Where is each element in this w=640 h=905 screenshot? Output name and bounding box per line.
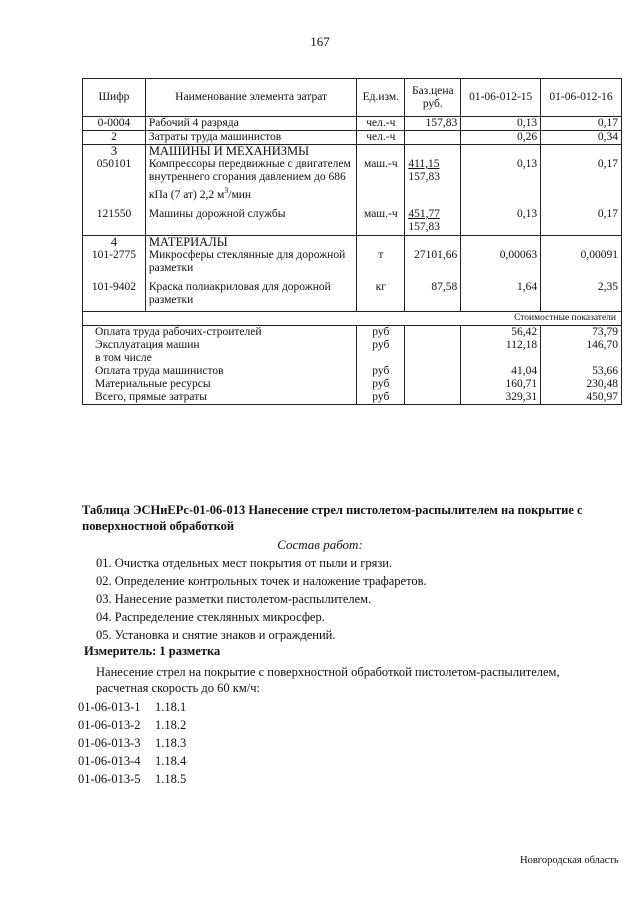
- header-code: Шифр: [83, 79, 146, 117]
- code-row: [78, 700, 187, 715]
- row-value-1: 0,13: [461, 158, 541, 202]
- summary-row: [83, 339, 622, 365]
- header-col2: 01-06-012-16: [541, 79, 622, 117]
- row-value-2: 0,17: [541, 117, 622, 131]
- row-name: Микросферы стеклянные для дорожной разметки: [145, 249, 356, 275]
- header-col1: 01-06-012-15: [461, 79, 541, 117]
- row-name: Рабочий 4 разряда: [145, 117, 356, 131]
- row-value-1: 0,26: [461, 131, 541, 145]
- summary-value-2: 146,70: [541, 339, 622, 365]
- header-unit: Ед.изм.: [357, 79, 405, 117]
- section-title: МАТЕРИАЛЫ: [145, 236, 356, 250]
- work-item: 05. Установка и снятие знаков и ограждений.: [96, 628, 336, 642]
- summary-row: [83, 325, 622, 339]
- summary-value-1: 41,04: [461, 365, 541, 378]
- summary-label: Оплата труда машинистов: [83, 365, 357, 378]
- code-value: 1.18.4: [155, 754, 187, 768]
- row-code: 0-0004: [83, 117, 146, 131]
- row-price: 451,77 157,83: [405, 202, 461, 236]
- table-row: [83, 249, 622, 275]
- region-footer: Новгородская область: [520, 855, 619, 866]
- row-price: 411,15 157,83: [405, 158, 461, 202]
- row-unit: чел.-ч: [357, 131, 405, 145]
- row-code: 2: [83, 131, 146, 145]
- summary-value-2: 230,48: [541, 378, 622, 391]
- code-value: 1.18.5: [155, 772, 187, 786]
- table-row: [83, 158, 622, 202]
- summary-unit: руб: [357, 325, 405, 339]
- row-price: 87,58: [405, 275, 461, 311]
- row-unit: т: [357, 249, 405, 275]
- code-row: [78, 772, 187, 787]
- summary-value-2: 450,97: [541, 391, 622, 405]
- summary-value-1: 112,18: [461, 339, 541, 365]
- code-value: 1.18.1: [155, 700, 187, 714]
- row-name: Краска полиакриловая для дорожной разметки: [145, 275, 356, 311]
- page-number: 167: [310, 34, 330, 49]
- table-row: [83, 202, 622, 236]
- section-title: Таблица ЭСНиЕРс-01-06-013 Нанесение стрел пистолетом-распылителем на покрытие с поверхностной обработкой: [82, 503, 583, 533]
- summary-value-2: 53,66: [541, 365, 622, 378]
- summary-label: Эксплуатация машин в том числе: [83, 339, 357, 365]
- work-heading: Состав работ:: [277, 537, 363, 552]
- summary-unit: руб: [357, 365, 405, 378]
- summary-value-1: 56,42: [461, 325, 541, 339]
- code: 01-06-013-5: [78, 772, 141, 786]
- row-name: Компрессоры передвижные с двигателем внутреннего сгорания давлением до 686 кПа (7 ат) 2,2 $м^3$/мин: [145, 158, 356, 202]
- section-row-materials: [83, 236, 622, 250]
- code-value: 1.18.2: [155, 718, 187, 732]
- section-row-machines: [83, 145, 622, 159]
- summary-label: Всего, прямые затраты: [83, 391, 357, 405]
- summary-unit: руб: [357, 339, 405, 365]
- row-value-1: 0,13: [461, 117, 541, 131]
- resource-table: [82, 78, 622, 405]
- header-name: Наименование элемента затрат: [145, 79, 356, 117]
- table-row: [83, 275, 622, 311]
- table-row: [83, 131, 622, 145]
- row-code: 050101: [83, 158, 146, 202]
- summary-unit: руб: [357, 378, 405, 391]
- row-price: [405, 131, 461, 145]
- table-header-row: [83, 79, 622, 117]
- row-value-1: 0,13: [461, 202, 541, 236]
- code: 01-06-013-4: [78, 754, 141, 768]
- row-value-2: 2,35: [541, 275, 622, 311]
- row-price: 157,83: [405, 117, 461, 131]
- code: 01-06-013-2: [78, 718, 141, 732]
- row-unit: маш.-ч: [357, 158, 405, 202]
- row-name: Затраты труда машинистов: [145, 131, 356, 145]
- row-code: 101-9402: [83, 275, 146, 311]
- summary-label: Материальные ресурсы: [83, 378, 357, 391]
- row-unit: маш.-ч: [357, 202, 405, 236]
- work-item: 02. Определение контрольных точек и наложение трафаретов.: [96, 574, 427, 588]
- row-value-2: 0,34: [541, 131, 622, 145]
- section-code: 4: [83, 236, 146, 250]
- code-row: [78, 736, 187, 751]
- summary-value-1: 160,71: [461, 378, 541, 391]
- code: 01-06-013-3: [78, 736, 141, 750]
- summary-row: [83, 365, 622, 378]
- summary-label: Оплата труда рабочих-строителей: [83, 325, 357, 339]
- section-code: 3: [83, 145, 146, 159]
- row-price: 27101,66: [405, 249, 461, 275]
- work-item: 04. Распределение стеклянных микросфер.: [96, 610, 325, 624]
- summary-row: [83, 391, 622, 405]
- description: Нанесение стрел на покрытие с поверхностной обработкой пистолетом-распылителем, расчетная скорость до 60 км/ч:: [96, 665, 560, 695]
- summary-value-2: 73,79: [541, 325, 622, 339]
- code-row: [78, 754, 187, 769]
- row-value-2: 0,00091: [541, 249, 622, 275]
- code: 01-06-013-1: [78, 700, 141, 714]
- row-value-2: 0,17: [541, 158, 622, 202]
- work-item: 01. Очистка отдельных мест покрытия от пыли и грязи.: [96, 556, 393, 570]
- row-code: 121550: [83, 202, 146, 236]
- cost-indicators-label: Стоимостные показатели: [83, 311, 622, 325]
- row-code: 101-2775: [83, 249, 146, 275]
- section-title: МАШИНЫ И МЕХАНИЗМЫ: [145, 145, 356, 159]
- row-unit: кг: [357, 275, 405, 311]
- work-item: 03. Нанесение разметки пистолетом-распылителем.: [96, 592, 372, 606]
- measure-unit: Измеритель: 1 разметка: [84, 644, 221, 658]
- row-value-1: 0,00063: [461, 249, 541, 275]
- code-value: 1.18.3: [155, 736, 187, 750]
- row-value-1: 1,64: [461, 275, 541, 311]
- header-price: Баз.цена руб.: [405, 79, 461, 117]
- row-value-2: 0,17: [541, 202, 622, 236]
- row-name: Машины дорожной службы: [145, 202, 356, 236]
- cost-label-row: [83, 311, 622, 325]
- row-unit: чел.-ч: [357, 117, 405, 131]
- table-row: [83, 117, 622, 131]
- code-row: [78, 718, 187, 733]
- summary-row: [83, 378, 622, 391]
- summary-unit: руб: [357, 391, 405, 405]
- summary-value-1: 329,31: [461, 391, 541, 405]
